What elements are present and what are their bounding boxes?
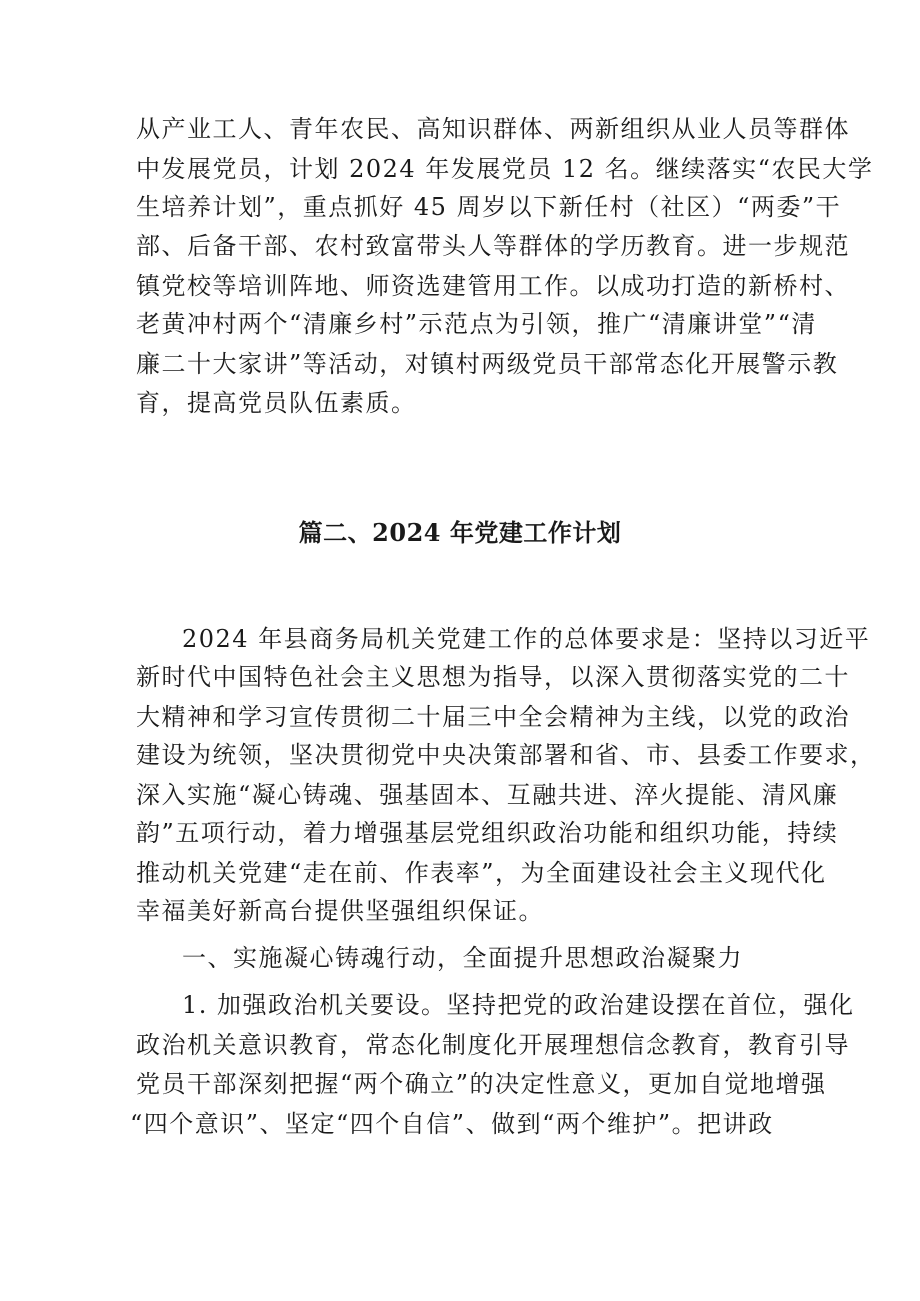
paragraph-line: 老黄冲村两个“清廉乡村”示范点为引领，推广“清廉讲堂”“清: [136, 310, 817, 338]
paragraph-line: 幸福美好新高台提供坚强组织保证。: [136, 897, 544, 925]
paragraph-line: 廉二十大家讲”等活动，对镇村两级党员干部常态化开展警示教: [136, 350, 839, 378]
paragraph-line: 育，提高党员队伍素质。: [136, 389, 417, 417]
paragraph-line: 新时代中国特色社会主义思想为指导，以深入贯彻落实党的二十: [136, 663, 850, 691]
paragraph-line: 中发展党员，计划 2024 年发展党员 12 名。继续落实“农民大学: [136, 155, 874, 183]
paragraph-line: 大精神和学习宣传贯彻二十届三中全会精神为主线，以党的政治: [136, 703, 850, 731]
paragraph-line: 1. 加强政治机关要设。坚持把党的政治建设摆在首位，强化: [182, 991, 855, 1019]
paragraph-line: 生培养计划”，重点抓好 45 周岁以下新任村（社区）“两委”干: [136, 193, 842, 221]
paragraph-line: 政治机关意识教育，常态化制度化开展理想信念教育，教育引导: [136, 1031, 850, 1059]
paragraph-line: 2024 年县商务局机关党建工作的总体要求是：坚持以习近平: [182, 625, 871, 653]
paragraph-line: 推动机关党建“走在前、作表率”，为全面建设社会主义现代化: [136, 859, 827, 887]
paragraph-line: 深入实施“凝心铸魂、强基固本、互融共进、淬火提能、清风廉: [136, 781, 839, 809]
paragraph-line: “四个意识”、坚定“四个自信”、做到“两个维护”。把讲政: [130, 1110, 774, 1138]
paragraph-line: 从产业工人、青年农民、高知识群体、两新组织从业人员等群体: [136, 115, 850, 143]
paragraph-line: 韵”五项行动，着力增强基层党组织政治功能和组织功能，持续: [136, 819, 839, 847]
paragraph-line: 部、后备干部、农村致富带头人等群体的学历教育。进一步规范: [136, 232, 850, 260]
section-title: 篇二、2024 年党建工作计划: [298, 518, 622, 547]
subheading: 一、实施凝心铸魂行动，全面提升思想政治凝聚力: [182, 944, 743, 972]
paragraph-line: 党员干部深刻把握“两个确立”的决定性意义，更加自觉地增强: [136, 1070, 827, 1098]
paragraph-line: 镇党校等培训阵地、师资选建管用工作。以成功打造的新桥村、: [136, 272, 850, 300]
paragraph-line: 建设为统领，坚决贯彻党中央决策部署和省、市、县委工作要求，: [136, 741, 876, 769]
